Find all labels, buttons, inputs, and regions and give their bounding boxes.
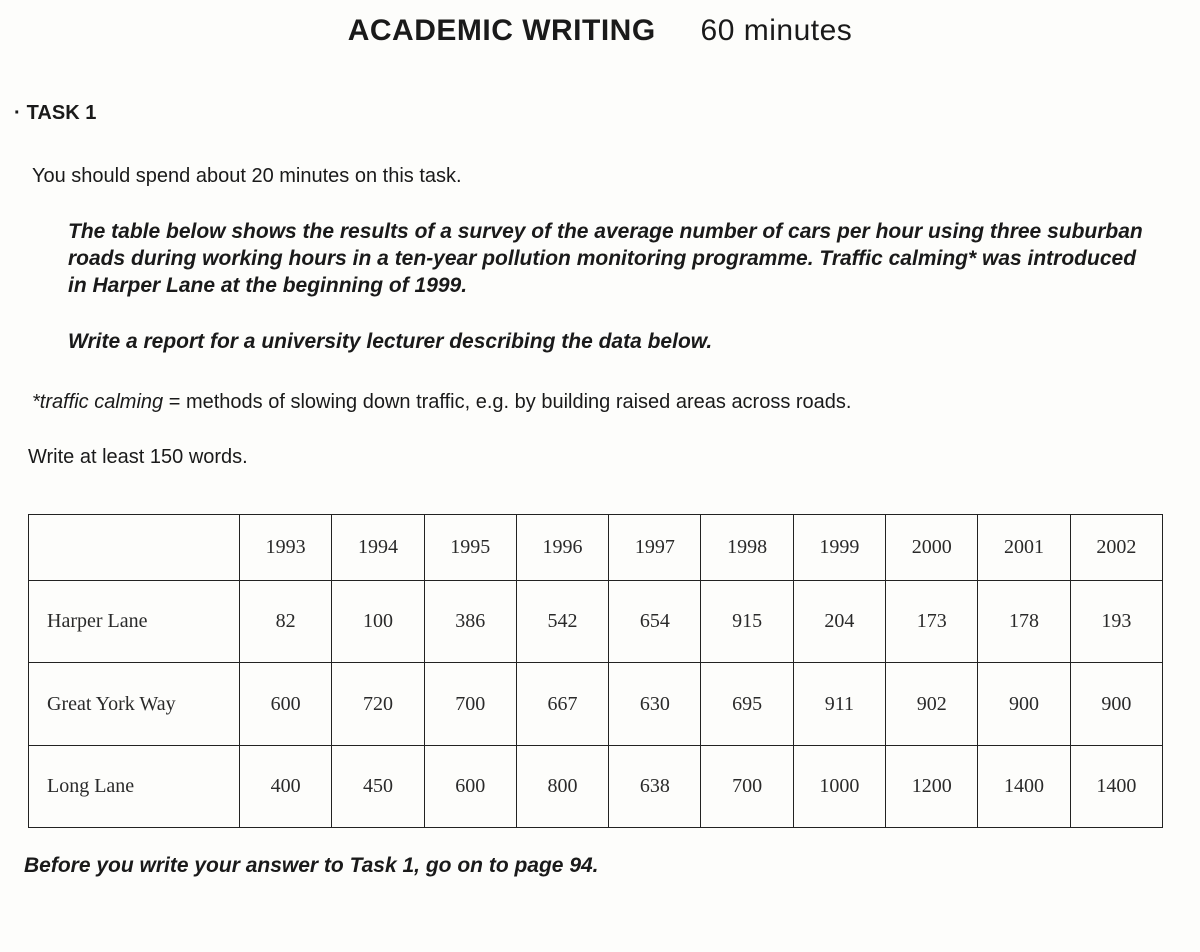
year-header: 2001 <box>978 515 1070 581</box>
table-cell: 911 <box>793 663 885 745</box>
table-cell: 542 <box>516 581 608 663</box>
table-corner-cell <box>29 515 240 581</box>
table-cell: 654 <box>609 581 701 663</box>
table-cell: 667 <box>516 663 608 745</box>
table-cell: 1000 <box>793 745 885 827</box>
year-header: 1995 <box>424 515 516 581</box>
table-row <box>29 745 1163 827</box>
task-prompt: The table below shows the results of a survey of the average number of cars per hour using three suburban roads during working hours in a ten-year pollution monitoring programme. Traffic calming* was introduced in Harper Lane at the beginning of 1999. <box>68 220 1143 297</box>
footnote <box>32 391 852 414</box>
time-limit: 60 minutes <box>700 14 853 47</box>
closing-instruction: Before you write your answer to Task 1, go on to page 94. <box>24 854 599 877</box>
word-count-instruction: Write at least 150 words. <box>28 446 248 468</box>
year-header: 1998 <box>701 515 793 581</box>
table-cell: 800 <box>516 745 608 827</box>
time-instruction: You should spend about 20 minutes on this task. <box>32 165 462 187</box>
year-header: 1993 <box>240 515 332 581</box>
table-cell: 1400 <box>1070 745 1162 827</box>
table-cell: 638 <box>609 745 701 827</box>
table-cell: 1200 <box>886 745 978 827</box>
table-cell: 100 <box>332 581 424 663</box>
table-cell: 630 <box>609 663 701 745</box>
table-cell: 915 <box>701 581 793 663</box>
table-cell: 204 <box>793 581 885 663</box>
footnote-definition: = methods of slowing down traffic, e.g. by building raised areas across roads. <box>163 391 852 413</box>
table-cell: 700 <box>701 745 793 827</box>
task-label <box>14 102 96 125</box>
road-name: Great York Way <box>29 663 240 745</box>
traffic-data-table <box>28 514 1163 828</box>
table-cell: 600 <box>240 663 332 745</box>
year-header: 1997 <box>609 515 701 581</box>
report-instruction: Write a report for a university lecturer describing the data below. <box>68 330 713 353</box>
road-name: Long Lane <box>29 745 240 827</box>
table-cell: 173 <box>886 581 978 663</box>
table-header-row <box>29 515 1163 581</box>
table-row <box>29 581 1163 663</box>
year-header: 1996 <box>516 515 608 581</box>
page-title: ACADEMIC WRITING <box>347 14 656 47</box>
table-row <box>29 663 1163 745</box>
table-cell: 900 <box>1070 663 1162 745</box>
table-cell: 695 <box>701 663 793 745</box>
table-cell: 720 <box>332 663 424 745</box>
table-cell: 700 <box>424 663 516 745</box>
task-number: TASK 1 <box>26 102 97 124</box>
table-cell: 386 <box>424 581 516 663</box>
table-cell: 1400 <box>978 745 1070 827</box>
page-header <box>0 14 1200 48</box>
table-cell: 600 <box>424 745 516 827</box>
year-header: 2000 <box>886 515 978 581</box>
table-cell: 450 <box>332 745 424 827</box>
bullet-icon: · <box>14 102 21 124</box>
table-cell: 193 <box>1070 581 1162 663</box>
table-cell: 178 <box>978 581 1070 663</box>
table-cell: 900 <box>978 663 1070 745</box>
year-header: 2002 <box>1070 515 1162 581</box>
footnote-term: *traffic calming <box>32 391 164 413</box>
year-header: 1994 <box>332 515 424 581</box>
table-cell: 400 <box>240 745 332 827</box>
road-name: Harper Lane <box>29 581 240 663</box>
table-cell: 902 <box>886 663 978 745</box>
year-header: 1999 <box>793 515 885 581</box>
table-cell: 82 <box>240 581 332 663</box>
